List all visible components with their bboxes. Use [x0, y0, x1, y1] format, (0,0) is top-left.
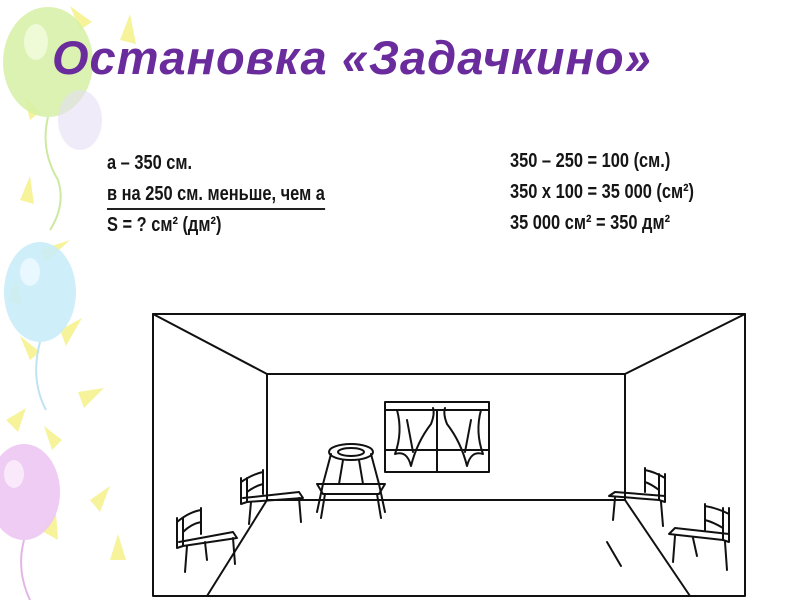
blue-balloon: [4, 242, 76, 410]
chair-right-front: [669, 504, 729, 570]
lavender-balloon: [58, 90, 102, 150]
solution-step-1: 350 – 250 = 100 (см.): [510, 150, 671, 172]
room-outer-frame: [153, 314, 745, 596]
given-side-a: а – 350 см.: [107, 152, 193, 174]
slide-title: Остановка «Задачкино»: [52, 31, 652, 84]
solution-step-3: 35 000 см² = 350 дм²: [510, 212, 671, 234]
purple-balloon: [0, 444, 60, 600]
solution-step-2: 350 х 100 = 35 000 (см²): [510, 181, 695, 203]
problem-given: [107, 148, 325, 241]
given-side-b: в на 250 см. меньше, чем а: [107, 181, 325, 210]
problem-solution: [510, 146, 694, 239]
round-table: [317, 444, 385, 518]
window-with-curtains: [385, 402, 489, 472]
given-question: S = ? см² (дм²): [107, 214, 222, 236]
room-drawing: [145, 302, 755, 600]
back-wall: [267, 374, 625, 500]
chair-left-back: [241, 470, 303, 524]
